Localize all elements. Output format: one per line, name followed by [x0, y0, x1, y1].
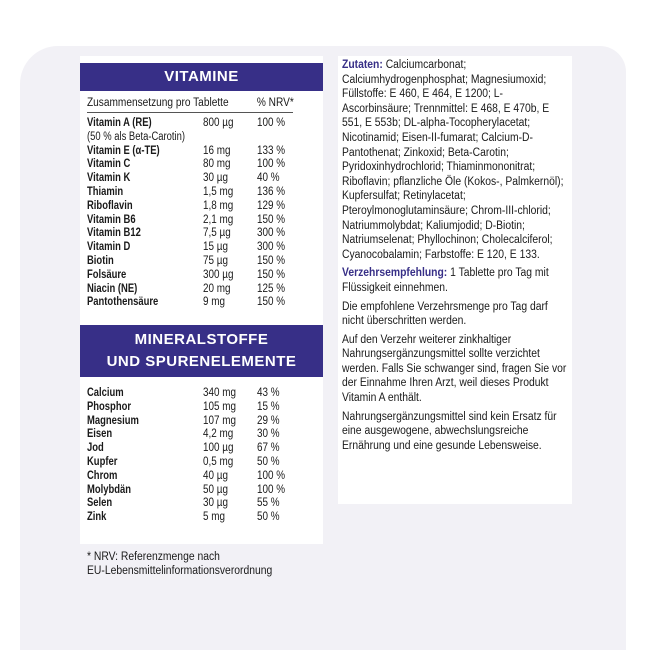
header-nrv: % NRV*	[256, 97, 294, 109]
nutrient-amount: 5 mg	[203, 511, 225, 524]
zutaten-paragraph	[342, 58, 567, 262]
nutrient-nrv: 136 %	[257, 185, 286, 198]
nutrient-nrv: 55 %	[257, 497, 280, 510]
nutrient-amount: 300 µg	[203, 268, 234, 281]
nutrient-row	[87, 145, 317, 159]
nutrient-row	[87, 241, 317, 255]
nutrient-amount: 0,5 mg	[203, 455, 234, 468]
nutrient-amount: 75 µg	[203, 254, 228, 267]
nutrient-row	[87, 387, 317, 401]
header-composition: Zusammensetzung pro Tablette	[87, 97, 229, 109]
nutrient-row	[87, 117, 317, 131]
nutrient-amount: 16 mg	[203, 144, 231, 157]
nutrient-nrv: 150 %	[257, 296, 286, 309]
minerals-heading-line1: MINERALSTOFFE	[134, 331, 269, 348]
nutrient-amount: 340 mg	[203, 387, 236, 399]
nutrient-amount: 30 µg	[203, 172, 228, 185]
nutrient-nrv: 100 %	[257, 117, 286, 129]
nutrient-amount: 30 µg	[203, 497, 228, 510]
supplement-disclaimer: Nahrungsergänzungsmittel sind kein Ersatz für eine ausgewogene, abwechslungsreiche Ernährung und eine gesunde Lebensweise.	[342, 410, 557, 452]
nutrient-name: Magnesium	[87, 414, 139, 427]
dosage-warning: Die empfohlene Verzehrsmenge pro Tag darf nicht überschritten werden.	[342, 300, 548, 328]
verzehr-label: Verzehrsempfehlung:	[342, 267, 448, 280]
nutrient-name: Vitamin D	[87, 241, 131, 254]
nutrient-amount: 15 µg	[203, 241, 228, 254]
nutrient-amount: 800 µg	[203, 117, 234, 129]
verzehr-paragraph	[342, 266, 567, 295]
nutrient-name: Chrom	[87, 469, 118, 482]
nutrient-name: Riboflavin	[87, 199, 133, 212]
nutrient-row	[87, 497, 317, 511]
nutrient-row	[87, 269, 317, 283]
nrv-footnote	[87, 550, 272, 578]
nutrient-name: Zink	[87, 511, 107, 524]
nutrient-nrv: 40 %	[257, 172, 280, 185]
nutrient-name: Phosphor	[87, 400, 132, 413]
verzehr-text: 1 Tablette pro Tag mit Flüssigkeit einnehmen.	[342, 267, 549, 294]
nutrient-amount: 2,1 mg	[203, 213, 234, 226]
table-header	[87, 97, 294, 109]
footnote-line1: * NRV: Referenzmenge nach	[87, 551, 220, 563]
nutrient-name: Folsäure	[87, 268, 127, 281]
nutrient-name: Vitamin C	[87, 158, 131, 171]
nutrient-name: Vitamin K	[87, 172, 131, 185]
nutrient-nrv: 100 %	[257, 158, 286, 171]
nutrient-nrv: 15 %	[257, 400, 280, 413]
nutrient-row	[87, 131, 317, 145]
nutrient-nrv: 125 %	[257, 282, 286, 295]
vitamine-heading: VITAMINE	[80, 63, 323, 91]
mineral-rows	[87, 387, 317, 525]
minerals-heading-line2: UND SPURENELEMENTE	[106, 353, 297, 370]
nutrient-nrv: 300 %	[257, 241, 286, 254]
nutrient-row	[87, 456, 317, 470]
nutrient-row	[87, 200, 317, 214]
nutrient-name: Eisen	[87, 428, 113, 441]
nutrient-row	[87, 511, 317, 525]
nutrient-name: Niacin (NE)	[87, 282, 138, 295]
nutrient-row	[87, 470, 317, 484]
nutrient-nrv: 30 %	[257, 428, 280, 441]
nutrient-row	[87, 296, 317, 310]
nutrient-nrv: 67 %	[257, 442, 280, 455]
nutrient-amount: 20 mg	[203, 282, 231, 295]
nutrient-amount: 4,2 mg	[203, 428, 234, 441]
nutrient-amount: 7,5 µg	[203, 227, 231, 240]
nutrient-row	[87, 283, 317, 297]
nutrient-row	[87, 186, 317, 200]
nutrient-amount: 9 mg	[203, 296, 225, 309]
minerals-heading	[80, 325, 323, 377]
nutrient-name: Vitamin A (RE)	[87, 117, 152, 129]
nutrient-name: Pantothensäure	[87, 296, 159, 309]
nutrient-name: Calcium	[87, 387, 124, 399]
nutrient-row	[87, 484, 317, 498]
nutrient-amount: 1,8 mg	[203, 199, 234, 212]
nutrient-row	[87, 214, 317, 228]
nutrient-nrv: 129 %	[257, 199, 286, 212]
nutrient-nrv: 150 %	[257, 268, 286, 281]
nutrient-amount: 100 µg	[203, 442, 234, 455]
nutrient-row	[87, 255, 317, 269]
nutrient-amount: 40 µg	[203, 469, 228, 482]
nutrient-amount: 50 µg	[203, 483, 228, 496]
nutrient-name: Molybdän	[87, 483, 132, 496]
nutrient-row	[87, 172, 317, 186]
nutrient-amount: 107 mg	[203, 414, 236, 427]
nutrient-nrv: 150 %	[257, 254, 286, 267]
nutrient-row	[87, 158, 317, 172]
ingredients-text	[342, 58, 567, 457]
footnote-line2: EU-Lebensmittelinformationsverordnung	[87, 565, 273, 577]
nutrient-row	[87, 415, 317, 429]
header-divider	[87, 112, 293, 113]
nutrient-nrv: 150 %	[257, 213, 286, 226]
nutrient-amount: 105 mg	[203, 400, 236, 413]
nutrient-name: Selen	[87, 497, 113, 510]
nutrient-name: Kupfer	[87, 455, 118, 468]
nutrient-nrv: 50 %	[257, 511, 280, 524]
nutrient-row	[87, 227, 317, 241]
nutrient-row	[87, 442, 317, 456]
nutrient-name: Jod	[87, 442, 104, 455]
nutrient-name: Vitamin B12	[87, 227, 141, 240]
nutrient-amount: 80 mg	[203, 158, 231, 171]
nutrient-name: Biotin	[87, 254, 114, 267]
nutrient-nrv: 133 %	[257, 144, 286, 157]
nutrient-nrv: 300 %	[257, 227, 286, 240]
nutrient-nrv: 100 %	[257, 483, 286, 496]
nutrient-nrv: 43 %	[257, 387, 280, 399]
nutrient-amount: 1,5 mg	[203, 185, 234, 198]
nutrient-name: Vitamin E (α-TE)	[87, 144, 160, 157]
nutrient-nrv: 100 %	[257, 469, 286, 482]
zinc-pregnancy-warning: Auf den Verzehr weiterer zinkhaltiger Nahrungsergänzungsmittel sollte verzichtet werden. Falls Sie schwanger sind, fragen Sie vor der Einnahme Ihren Arzt, weil dieses Produkt Vitamin A enthält.	[342, 333, 567, 405]
nutrient-name: Thiamin	[87, 185, 124, 198]
nutrient-name: Vitamin B6	[87, 213, 136, 226]
vitamin-rows	[87, 117, 317, 310]
nutrient-nrv: 29 %	[257, 414, 280, 427]
nutrient-nrv: 50 %	[257, 455, 280, 468]
zutaten-text: Calciumcarbonat; Calciumhydrogenphosphat; Magnesiumoxid; Füllstoffe: E 460, E 464, E 1200; L-Ascorbinsäure; Trennmittel: E 468, E 470b, E 551, E 553b; DL-alpha-Tocopherylacetat; Nicotinamid; Eisen-II-fumarat; Calcium-D-Pantothenat; Zinkoxid; Beta-Carotin; Pyridoxinhydrochlorid; Thiaminmononitrat; Riboflavin; pflanzliche Öle (Kokos-, Palmkernöl); Kupfersulfat; Retinylacetat; Pteroylmonoglutaminsäure; Chrom-III-chlorid; Natriummolybdat; Kaliumjodid; D-Biotin; Natriumselenat; Phyllochinon; Cholecalciferol; Cyanocobalamin; Farbstoffe: E 120, E 133.	[342, 59, 564, 261]
nutrient-row	[87, 401, 317, 415]
zutaten-label: Zutaten:	[342, 59, 383, 71]
nutrient-name: (50 % als Beta-Carotin)	[87, 130, 186, 143]
nutrient-row	[87, 428, 317, 442]
